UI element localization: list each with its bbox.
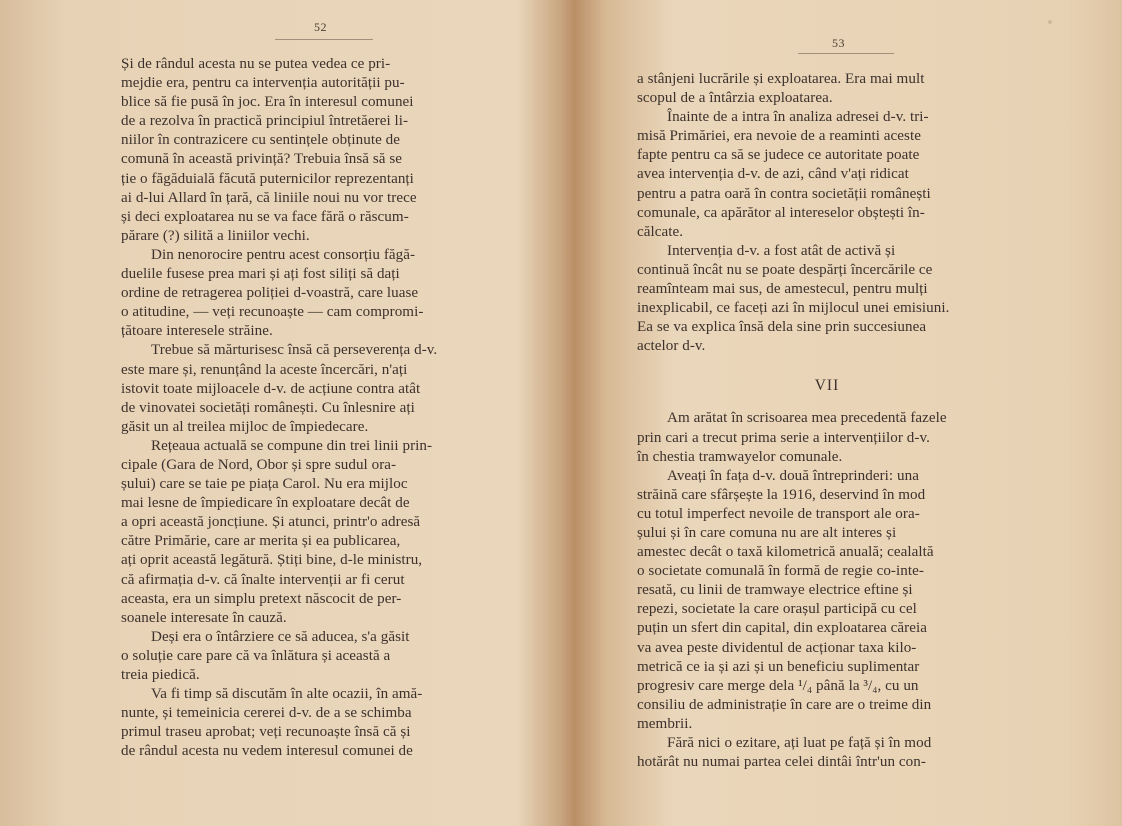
text-line: misă Primăriei, era nevoie de a reaminti aceste <box>637 128 921 145</box>
left-page-text <box>121 55 516 761</box>
text-line: Și de rândul acesta nu se putea vedea ce pri- <box>121 56 391 72</box>
text-line: amestec decât o taxă kilometrică anuală; cealaltă <box>637 544 934 561</box>
text-line: puțin un sfert din capital, din exploatarea căreia <box>637 620 927 637</box>
text-line: pentru a patra oară în contra societății românești <box>637 185 931 202</box>
text-line: găsit un al treilea mijloc de împiedecare. <box>121 418 369 435</box>
header-rule-left <box>275 39 373 40</box>
text-line: treia piedică. <box>121 667 200 683</box>
paper-smudge <box>1048 20 1052 24</box>
text-line: hotărât nu numai partea celei dintâi într'un con- <box>637 754 926 771</box>
text-line: de vinovatei societăți românești. Cu înlesnire ați <box>121 399 415 416</box>
text-line: resată, cu linii de tramwaye electrice eftine și <box>637 582 913 599</box>
text-line: repezi, societate la care orașul participă cu cel <box>637 601 917 618</box>
text-line: primul traseu aprobat; veți recunoaște însă că și <box>121 724 411 741</box>
text-line: comună în această privință? Trebuia însă să se <box>121 151 403 168</box>
text-line: avea intervenția d-v. de azi, când v'ați ridicat <box>637 166 909 183</box>
text-line: o atitudine, — veți recunoaște — cam compromi- <box>121 304 424 321</box>
text-line: către Primărie, care ar merita și ea publicarea, <box>121 533 401 550</box>
text-line: aceasta, era un simplu pretext născocit de per- <box>121 590 402 607</box>
page-number-right: 53 <box>832 36 845 50</box>
text-line: Din nenorocire pentru acest consorțiu făgă- <box>151 246 416 263</box>
text-line: ai d-lui Allard în țară, că liniile noui nu vor trece <box>121 189 417 206</box>
text-line: niilor în contrazicere cu sentințele obținute de <box>121 132 401 149</box>
text-line: inexplicabil, ce faceți azi în mijlocul unei emisiuni. <box>637 300 950 317</box>
text-line: țătoare interesele străine. <box>121 323 273 340</box>
text-line: că afirmația d-v. că înalte intervenții ar fi cerut <box>121 571 405 588</box>
section-heading: VII <box>814 377 840 395</box>
text-line: Ea se va explica însă dela sine prin succesiunea <box>637 319 927 336</box>
page-number-left: 52 <box>314 20 327 34</box>
text-line: Aveați în fața d-v. două întreprinderi: una <box>667 467 919 484</box>
text-line: actelor d-v. <box>637 338 706 355</box>
text-line: metrică ce ia și azi și un beneficiu suplimentar <box>637 658 920 675</box>
text-line: mejdie era, pentru ca intervenția autorității pu- <box>121 75 405 92</box>
text-line: de a rezolva în practică principiul întretăerei li- <box>121 113 409 130</box>
text-line: continuă încât nu se poate despărți încercările ce <box>637 261 933 278</box>
text-line: străină care sfârșește la 1916, deservind în mod <box>637 486 926 503</box>
text-line: părare (?) silită a liniilor vechi. <box>121 227 310 244</box>
text-line: de rândul acesta nu vedem interesul comunei de <box>121 743 413 760</box>
text-line: este mare și, renunțând la aceste încercări, n'ați <box>121 361 408 378</box>
text-line: călcate. <box>637 223 684 240</box>
text-line: șului și în care comuna nu are alt interes și <box>637 524 897 541</box>
text-line: blice să fie pusă în joc. Era în interesul comunei <box>121 94 414 111</box>
text-line: istovit toate mijloacele d-v. de acțiune contra atât <box>121 380 421 397</box>
text-line: cu totul imperfect nevoile de transport ale ora- <box>637 505 920 522</box>
text-line: scopul de a întârzia exploatarea. <box>637 90 833 107</box>
text-line: a stânjeni lucrările și exploatarea. Era mai mult <box>637 71 925 87</box>
text-line: reamînteam mai sus, de amestecul, pentru mulți <box>637 281 928 298</box>
text-line: Trebue să mărturisesc însă că perseverența d-v. <box>151 342 438 359</box>
text-line: cipale (Gara de Nord, Obor și spre sudul ora- <box>121 456 397 473</box>
text-line: a opri această joncțiune. Și atunci, printr'o adresă <box>121 514 421 531</box>
text-line: Deși era o întârziere ce să aducea, s'a găsit <box>151 628 410 645</box>
text-line: fapte pentru ca să se judece ce autoritate poate <box>637 147 920 164</box>
text-line: o soluție care pare că va înlătura și această a <box>121 647 391 664</box>
text-line: Va fi timp să discutăm în alte ocazii, în amă- <box>151 686 423 703</box>
text-line: duelile fusese prea mari și ați fost siliți să dați <box>121 266 400 283</box>
text-line: Fără nici o ezitare, ați luat pe față și în mod <box>667 735 932 751</box>
text-line: Rețeaua actuală se compune din trei linii prin- <box>151 437 433 454</box>
text-line: soanele interesate în cauză. <box>121 609 287 626</box>
text-line: o societate comunală în formă de regie co-inte- <box>637 563 924 580</box>
text-line: nunte, și temeinicia cererei d-v. de a se schimba <box>121 705 412 722</box>
text-line: șului) care se taie pe piața Carol. Nu era mijloc <box>121 476 408 493</box>
text-line: Intervenția d-v. a fost atât de activă și <box>667 242 896 259</box>
text-line: membrii. <box>637 715 693 732</box>
text-line: Înainte de a intra în analiza adresei d-v. tri- <box>667 109 929 126</box>
text-line: ție o făgăduială făcută puternicilor reprezentanți <box>121 170 414 187</box>
text-line: prin cari a trecut prima serie a intervențiilor d-v. <box>637 429 930 446</box>
paper-smudge <box>300 752 306 756</box>
text-line: ordine de retragerea poliției d-voastră, care luase <box>121 285 419 302</box>
text-line: ați oprit această legătură. Știți bine, d-le ministru, <box>121 552 423 569</box>
text-line: progresiv care merge dela ¹/₄ până la ³/₄, cu un <box>637 677 919 694</box>
text-line: în chestia tramwayelor comunale. <box>637 448 843 465</box>
text-line: Am arătat în scrisoarea mea precedentă fazele <box>667 410 947 427</box>
text-line: va avea peste dividentul de acționar taxa kilo- <box>637 639 917 656</box>
text-line: și deci exploatarea nu se va face fără o răscum- <box>121 208 409 225</box>
text-line: comunale, ca apărător al intereselor obștești în- <box>637 204 925 221</box>
text-line: mai lesne de împiedicare în exploatare decât de <box>121 495 410 512</box>
header-rule-right <box>798 53 894 54</box>
right-page-text <box>637 70 1017 772</box>
text-line: consiliu de administrație în care are o treime din <box>637 696 932 713</box>
